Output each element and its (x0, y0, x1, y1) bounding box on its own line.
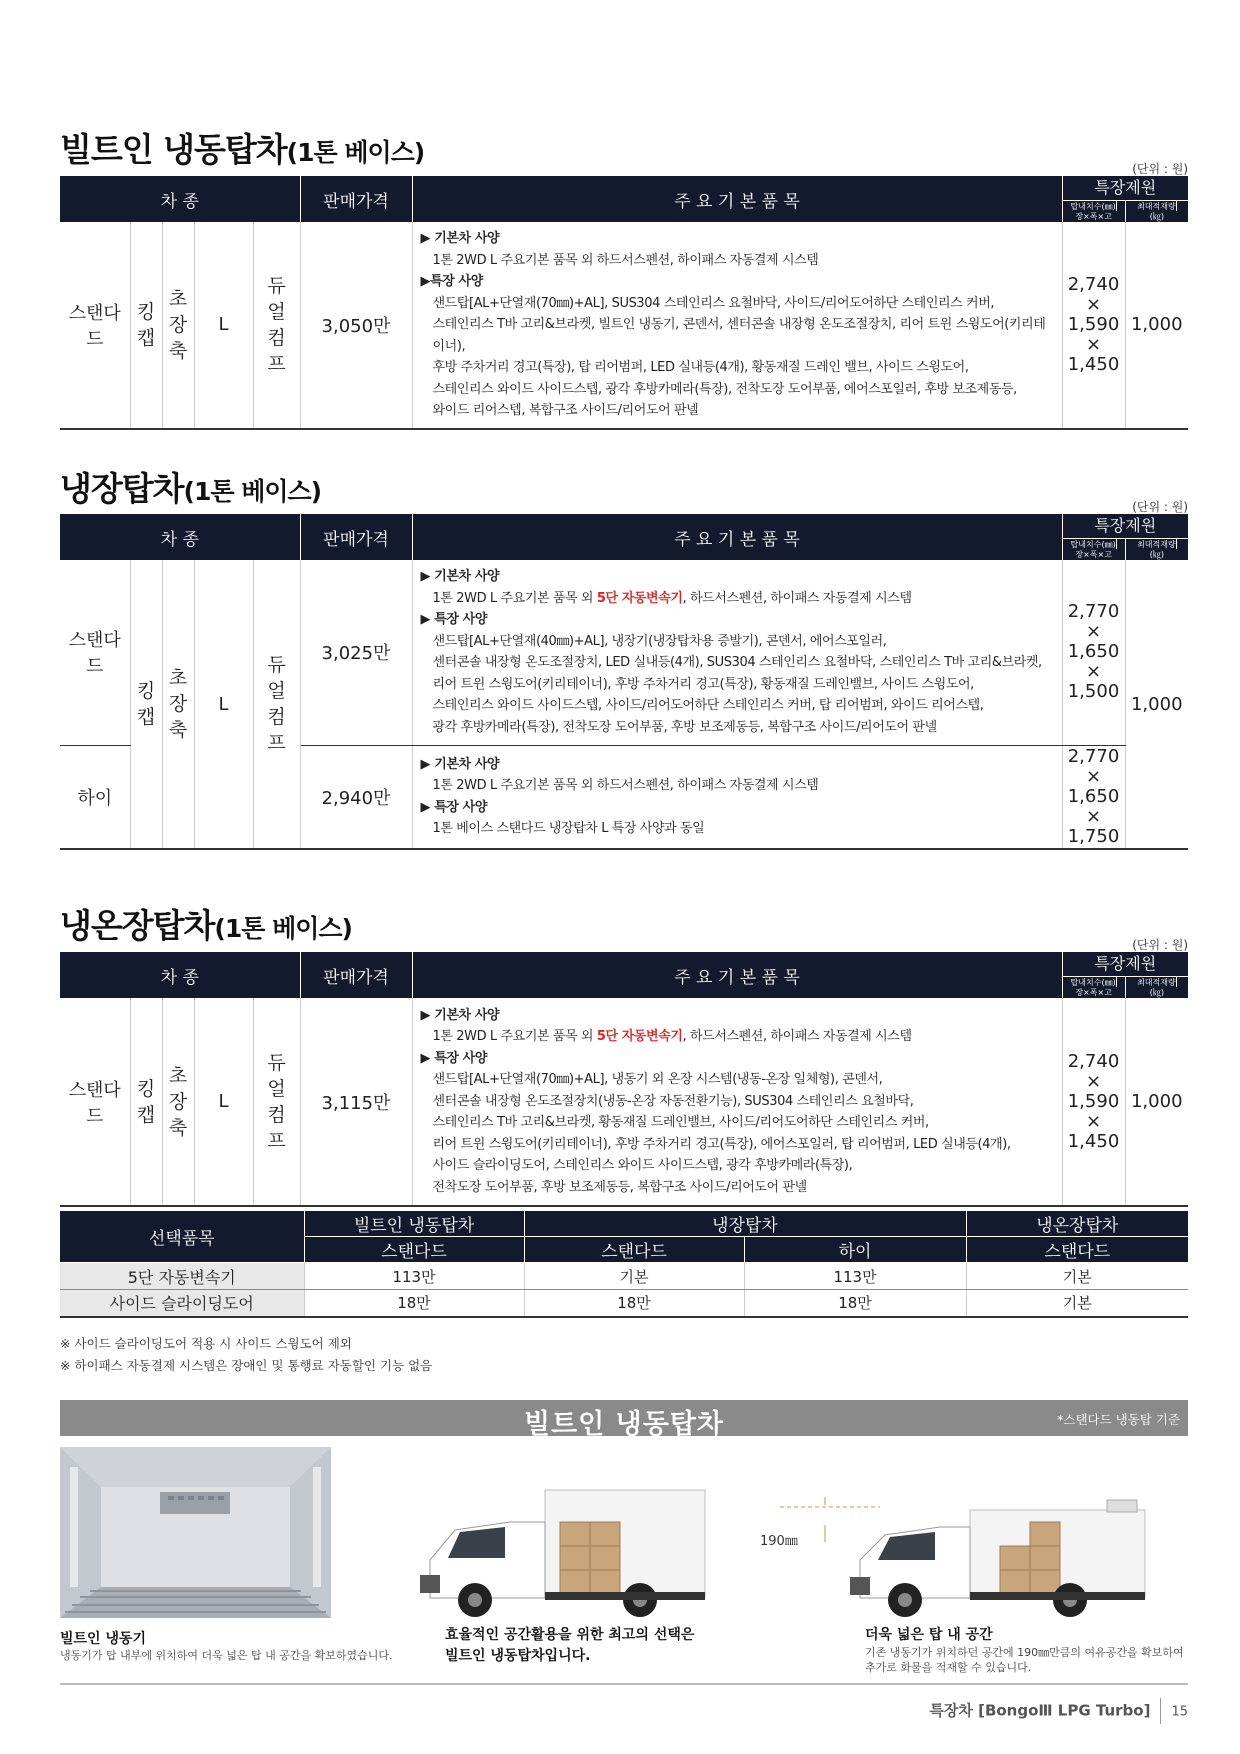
truck-image-standard (845, 1480, 1175, 1624)
spec-dimensions: 2,770 × 1,650 × 1,750 (1062, 745, 1125, 849)
table-row: 5단 자동변속기 113만 기본 113만 기본 (60, 1263, 1188, 1290)
trim-name: 스탠다드 (60, 222, 130, 429)
header-price: 판매가격 (300, 514, 412, 560)
axle-type: 초장축 (168, 1064, 188, 1139)
banner-title: 빌트인 냉동탑차 (524, 1409, 724, 1440)
truck-image-built-in (410, 1480, 740, 1624)
caption-title: 빌트인 냉동탑차입니다. (445, 1648, 591, 1664)
caption-desc: 냉동기가 탑 내부에 위치하여 더욱 넓은 탑 내 공간을 확보하였습니다. (60, 1649, 393, 1662)
axle-type: 초장축 (168, 667, 188, 741)
caption-desc: 기존 냉동기가 위치하던 공간에 190㎜만큼의 여유공간을 확보하여 (865, 1646, 1184, 1659)
main-items-desc: ▶ 기본차 사양 1톤 2WD L 주요기본 품목 외 하드서스펜션, 하이패스 자동결제 시스템 ▶ 특장 사양 1톤 베이스 스탠다드 냉장탑차 L 특장 사양과 동일 (412, 745, 1062, 849)
header-car-type: 차 종 (60, 514, 300, 560)
header-price: 판매가격 (300, 952, 412, 998)
header-spec: 특장제원 탑내치수(㎜) 장×폭×고 최대적재량 (㎏) (1062, 514, 1188, 560)
unit-label: (단위 : 원) (1132, 500, 1188, 514)
length-type: L (194, 560, 253, 849)
compressor-type: 듀얼컴프 (267, 654, 286, 754)
options-sub: 스탠다드 (966, 1237, 1188, 1263)
main-items-desc: ▶ 기본차 사양 1톤 2WD L 주요기본 품목 외 5단 자동변속기, 하드서스펜션, 하이패스 자동결제 시스템 ▶ 특장 사양 샌드탑[AL+단열재(40㎜)+AL], 냉장기(냉장탑차용 증발기), 콘덴서, 에어스포일러, 센터콘솔 내장형 온도조절장치, LED 실내등(4개), SUS304 스테인리스 요철바닥, 스테인리스 T바 고리&브라켓, 리어 트윈 스윙도어(키리테이너), 후방 주차거리 경고(특장), 황동재질 드레인밸브, 사이드 스윙도어, 스테인리스 와이드 사이드스텝, 사이드/리어도어하단 스테인리스 커버, 탑 리어범퍼, 와이드 리어스텝, 광각 후방카메라(특장), 전착도장 도어부품, 후방 보조제동등, 복합구조 사이드/리어도어 판넬 (412, 560, 1062, 745)
compressor-type: 듀얼컴프 (267, 1051, 286, 1152)
header-spec: 특장제원 탑내치수(㎜) 장×폭×고 최대적재량 (㎏) (1062, 176, 1188, 222)
cab-type: 킹캡 (136, 680, 156, 728)
footnote: ※ 사이드 슬라이딩도어 적용 시 사이드 스윙도어 제외 (60, 1336, 352, 1351)
compressor-type: 듀얼컴프 (267, 274, 286, 375)
price-value: 2,940만 (300, 745, 412, 849)
header-main-items: 주 요 기 본 품 목 (412, 952, 1062, 998)
section-title-refrigerator: 냉장탑차(1톤 베이스) (60, 469, 322, 508)
options-sub: 스탠다드 (524, 1237, 744, 1263)
section-title-warm-cool: 냉온장탑차(1톤 베이스) (60, 906, 352, 945)
length-type: L (194, 222, 253, 429)
spec-table-refrigerator (60, 514, 1188, 850)
header-car-type: 차 종 (60, 952, 300, 998)
length-type: L (194, 998, 253, 1206)
options-table (60, 1211, 1188, 1318)
options-group: 냉장탑차 (524, 1211, 966, 1237)
page-footer (929, 1698, 1188, 1724)
spec-dimensions: 2,770 × 1,650 × 1,500 (1062, 560, 1125, 745)
spec-dimensions: 2,740 × 1,590 × 1,450 (1062, 998, 1125, 1206)
table-row: 사이드 슬라이딩도어 18만 18만 18만 기본 (60, 1290, 1188, 1317)
caption-title: 빌트인 냉동기 (60, 1631, 147, 1647)
spec-table-built-in-freezer (60, 176, 1188, 430)
footer-divider (60, 1683, 1188, 1685)
main-items-desc: ▶ 기본차 사양 1톤 2WD L 주요기본 품목 외 5단 자동변속기, 하드서스펜션, 하이패스 자동결제 시스템 ▶ 특장 사양 샌드탑[AL+단열재(70㎜)+AL], 냉동기 외 온장 시스템(냉동-온장 일체형), 콘덴서, 센터콘솔 내장형 온도조절장치(냉동-온장 자동전환기능), SUS304 스테인리스 요철바닥, 스테인리스 T바 고리&브라켓, 황동재질 드레인밸브, 사이드/리어도어하단 스테인리스 커버, 리어 트윈 스윙도어(키리테이너), 후방 주차거리 경고(특장), 에어스포일러, 탑 리어범퍼, LED 실내등(4개), 사이드 슬라이딩도어, 스테인리스 와이드 사이드스텝, 광각 후방카메라(특장), 전착도장 도어부품, 후방 보조제동등, 복합구조 사이드/리어도어 판넬 (412, 998, 1062, 1206)
unit-label: (단위 : 원) (1132, 162, 1188, 176)
cab-type: 킹캡 (136, 1077, 156, 1126)
header-car-type: 차 종 (60, 176, 300, 222)
spec-dimensions: 2,740 × 1,590 × 1,450 (1062, 222, 1125, 429)
banner-note: *스탠다드 냉동탑 기준 (1057, 1412, 1180, 1427)
caption-desc: 추가로 화물을 적재할 수 있습니다. (865, 1661, 1032, 1674)
options-header: 선택품목 (60, 1211, 304, 1263)
price-value: 3,115만 (300, 998, 412, 1206)
header-spec: 특장제원 탑내치수(㎜) 장×폭×고 최대적재량 (㎏) (1062, 952, 1188, 998)
spec-load: 1,000 (1125, 998, 1188, 1206)
trim-name: 스탠다드 (60, 998, 130, 1206)
options-group: 냉온장탑차 (966, 1211, 1188, 1237)
header-main-items: 주 요 기 본 품 목 (412, 176, 1062, 222)
page-number: 15 (1171, 1704, 1188, 1720)
main-items-desc: ▶ 기본차 사양 1톤 2WD L 주요기본 품목 외 하드서스펜션, 하이패스 자동결제 시스템 ▶특장 사양 샌드탑[AL+단열재(70㎜)+AL], SUS304 스테인리스 요철바닥, 사이드/리어도어하단 스테인리스 커버, 스테인리스 T바 고리&브라켓, 빌트인 냉동기, 콘덴서, 센터콘솔 내장형 온도조절장치, 리어 트윈 스윙도어(키리테이너), 후방 주차거리 경고(특장), 탑 리어범퍼, LED 실내등(4개), 황동재질 드레인 밸브, 사이드 스윙도어, 스테인리스 와이드 사이드스텝, 광각 후방카메라(특장), 전착도장 도어부품, 에어스포일러, 후방 보조제동등, 와이드 리어스텝, 복합구조 사이드/리어도어 판넬 (412, 222, 1062, 429)
trim-name: 하이 (60, 745, 130, 849)
footnote: ※ 하이패스 자동결제 시스템은 장애인 및 통행료 자동할인 기능 없음 (60, 1358, 433, 1373)
trim-name: 스탠다드 (60, 560, 130, 745)
feature-banner (60, 1400, 1188, 1440)
unit-label: (단위 : 원) (1132, 938, 1188, 952)
price-value: 3,050만 (300, 222, 412, 429)
price-value: 3,025만 (300, 560, 412, 745)
spec-load: 1,000 (1125, 560, 1188, 849)
spec-table-warm-cool (60, 952, 1188, 1207)
caption-title: 효율적인 공간활용을 위한 최고의 선택은 (445, 1627, 695, 1643)
cab-type: 킹캡 (136, 300, 156, 349)
freezer-interior-photo (60, 1447, 331, 1618)
options-sub: 스탠다드 (304, 1237, 524, 1263)
gap-label: 190㎜ (760, 1534, 798, 1549)
section-title-built-in-freezer: 빌트인 냉동탑차(1톤 베이스) (60, 130, 425, 169)
options-group: 빌트인 냉동탑차 (304, 1211, 524, 1237)
caption-title: 더욱 넓은 탑 내 공간 (865, 1627, 993, 1643)
spec-load: 1,000 (1125, 222, 1188, 429)
options-sub: 하이 (744, 1237, 966, 1263)
footer-title: 특장차 [BongoⅢ LPG Turbo] (929, 1701, 1151, 1720)
header-price: 판매가격 (300, 176, 412, 222)
axle-type: 초장축 (168, 287, 188, 362)
header-main-items: 주 요 기 본 품 목 (412, 514, 1062, 560)
